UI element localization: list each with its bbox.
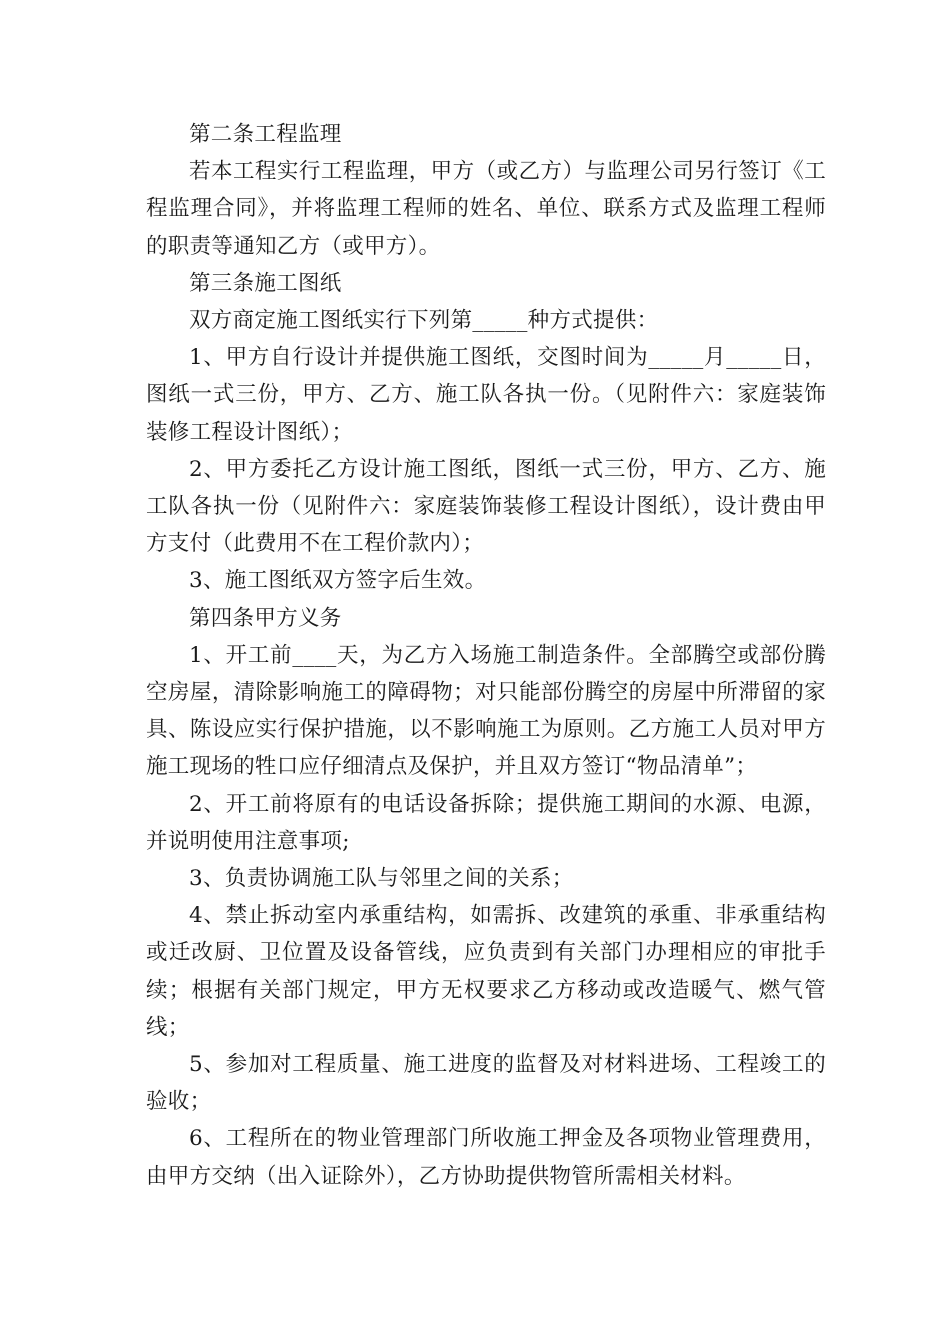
article-4-item-2: 2、开工前将原有的电话设备拆除；提供施工期间的水源、电源，并说明使用注意事项; [146, 791, 826, 854]
article-3-heading: 第三条施工图纸 [189, 270, 342, 296]
article-2-body: 若本工程实行工程监理，甲方（或乙方）与监理公司另行签订《工程监理合同》，并将监理工程师的姓名、单位、联系方式及监理工程师的职责等通知乙方（或甲方）。 [146, 159, 826, 259]
article-4-item-5: 5、参加对工程质量、施工进度的监督及对材料进场、工程竣工的验收； [146, 1052, 826, 1115]
article-2-heading: 第二条工程监理 [189, 122, 342, 147]
article-3-intro: 双方商定施工图纸实行下列第_____种方式提供： [189, 308, 659, 334]
article-4-item-1: 1、开工前____天，为乙方入场施工制造条件。全部腾空或部份腾空房屋，清除影响施工的障碍物；对只能部份腾空的房屋中所滞留的家具、陈设应实行保护措施，以不影响施工为原则。乙方施工人员对甲方施工现场的牲口应仔细清点及保护，并且双方签订“物品清单”； [146, 642, 826, 780]
article-4-item-4: 4、禁止拆动室内承重结构，如需拆、改建筑的承重、非承重结构或迁改厨、卫位置及设备管线，应负责到有关部门办理相应的审批手续；根据有关部门规定，甲方无权要求乙方移动或改造暖气、燃气管线； [146, 903, 826, 1040]
article-4-heading: 第四条甲方义务 [189, 605, 342, 631]
article-4-item-3: 3、负责协调施工队与邻里之间的关系； [189, 866, 574, 892]
article-3-item-1: 1、甲方自行设计并提供施工图纸，交图时间为_____月_____日，图纸一式三份，甲方、乙方、施工队各执一份。（见附件六：家庭装饰装修工程设计图纸）； [146, 345, 826, 445]
document-page [146, 116, 826, 1195]
article-4-item-6: 6、工程所在的物业管理部门所收施工押金及各项物业管理费用，由甲方交纳（出入证除外），乙方协助提供物管所需相关材料。 [146, 1126, 826, 1189]
article-3-item-3: 3、施工图纸双方签字后生效。 [189, 568, 487, 594]
article-3-item-2: 2、甲方委托乙方设计施工图纸，图纸一式三份，甲方、乙方、施工队各执一份（见附件六：家庭装饰装修工程设计图纸），设计费由甲方支付（此费用不在工程价款内）； [146, 456, 826, 557]
